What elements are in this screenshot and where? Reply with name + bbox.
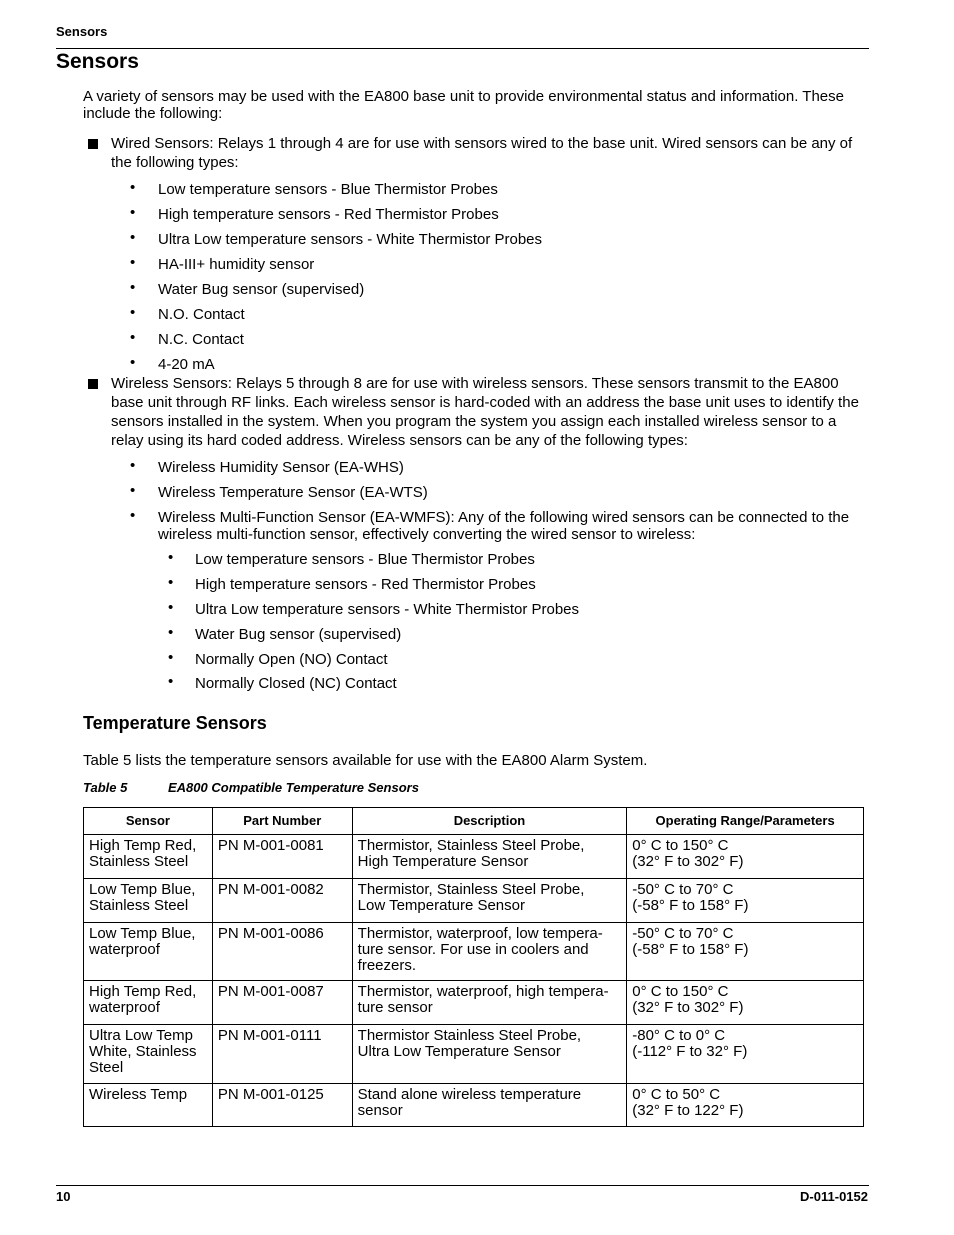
table-row [84,879,864,923]
list-item: • Normally Open (NO) Contact [168,649,388,668]
sensor-cell: High Temp Red, waterproof [84,981,213,1025]
description-cell: Thermistor, waterproof, high tempera- ture sensor [352,981,627,1025]
running-header: Sensors [56,24,108,39]
list-item: • Wireless Temperature Sensor (EA-WTS) [130,482,428,501]
sensor-cell: Ultra Low Temp White, Stainless Steel [84,1025,213,1084]
description-cell: Thermistor, Stainless Steel Probe, Low Temperature Sensor [352,879,627,923]
range-cell: 0° C to 150° C (32° F to 302° F) [627,981,864,1025]
table-row [84,981,864,1025]
list-item: • Ultra Low temperature sensors - White Thermistor Probes [168,599,580,618]
bullet-icon: • [130,457,136,474]
page-title: Sensors [56,50,139,73]
description-cell: Stand alone wireless temperature sensor [352,1084,627,1127]
table-caption-label: Table 5 [83,780,128,795]
footer-rule [56,1185,869,1186]
page-number: 10 [56,1189,71,1204]
list-item: • Water Bug sensor (supervised) [168,624,402,643]
bullet-icon: • [168,673,174,690]
part-number-cell: PN M-001-0082 [212,879,352,923]
sensor-cell: Wireless Temp [84,1084,213,1127]
table-row [84,835,864,879]
list-item: • Normally Closed (NC) Contact [168,673,397,692]
table-caption-title: EA800 Compatible Temperature Sensors [168,780,419,795]
list-item: • Wireless Multi-Function Sensor (EA-WMFS): Any of the following wired sensors can be connected to the wireless multi-function sensor, effectively converting the wired sensor to wireless: [130,507,850,543]
document-number: D-011-0152 [800,1189,868,1204]
list-item: • N.C. Contact [130,329,244,348]
description-cell: Thermistor Stainless Steel Probe, Ultra Low Temperature Sensor [352,1025,627,1084]
sensor-cell: High Temp Red, Stainless Steel [84,835,213,879]
column-header: Operating Range/Parameters [627,808,864,835]
part-number-cell: PN M-001-0081 [212,835,352,879]
list-item: • Low temperature sensors - Blue Thermistor Probes [168,549,535,568]
bullet-icon: • [168,549,174,566]
list-item: • High temperature sensors - Red Thermistor Probes [168,574,536,593]
bullet-icon: • [130,229,136,246]
wired-sensors-text: Wired Sensors: Relays 1 through 4 are for use with sensors wired to the base unit. Wired sensors can be any of the following types: [111,135,853,171]
bullet-icon: • [130,204,136,221]
bullet-icon: • [130,507,136,524]
list-item: • Wireless Humidity Sensor (EA-WHS) [130,457,404,476]
description-cell: Thermistor, Stainless Steel Probe, High Temperature Sensor [352,835,627,879]
table-row [84,923,864,981]
column-header: Part Number [212,808,352,835]
column-header: Sensor [84,808,213,835]
temperature-sensors-table [83,807,864,1127]
part-number-cell: PN M-001-0087 [212,981,352,1025]
description-cell: Thermistor, waterproof, low tempera- ture sensor. For use in coolers and freezers. [352,923,627,981]
list-item: • 4-20 mA [130,354,215,373]
section-heading: Temperature Sensors [83,713,267,733]
list-item: • Low temperature sensors - Blue Thermistor Probes [130,179,498,198]
wireless-sensors-item [83,374,869,450]
range-cell: 0° C to 50° C (32° F to 122° F) [627,1084,864,1127]
square-bullet-icon [88,379,98,389]
bullet-icon: • [130,254,136,271]
bullet-icon: • [130,304,136,321]
sensor-cell: Low Temp Blue, waterproof [84,923,213,981]
bullet-icon: • [168,574,174,591]
list-item: • High temperature sensors - Red Thermistor Probes [130,204,499,223]
table-row [84,1025,864,1084]
bullet-icon: • [168,624,174,641]
range-cell: -80° C to 0° C (-112° F to 32° F) [627,1025,864,1084]
bullet-icon: • [130,179,136,196]
table-row [84,1084,864,1127]
temperature-intro: Table 5 lists the temperature sensors available for use with the EA800 Alarm System. [83,752,648,769]
range-cell: -50° C to 70° C (-58° F to 158° F) [627,923,864,981]
part-number-cell: PN M-001-0111 [212,1025,352,1084]
list-item: • HA-III+ humidity sensor [130,254,315,273]
header-rule [56,48,869,49]
list-item: • N.O. Contact [130,304,245,323]
table-header-row [84,808,864,835]
list-item: • Water Bug sensor (supervised) [130,279,365,298]
sensor-cell: Low Temp Blue, Stainless Steel [84,879,213,923]
bullet-icon: • [168,599,174,616]
wired-sensors-item [83,134,869,172]
column-header: Description [352,808,627,835]
intro-paragraph: A variety of sensors may be used with the EA800 base unit to provide environmental status and information. These include the following: [83,88,844,122]
bullet-icon: • [130,482,136,499]
part-number-cell: PN M-001-0125 [212,1084,352,1127]
part-number-cell: PN M-001-0086 [212,923,352,981]
bullet-icon: • [168,649,174,666]
table-caption [83,780,419,795]
range-cell: -50° C to 70° C (-58° F to 158° F) [627,879,864,923]
list-item: • Ultra Low temperature sensors - White Thermistor Probes [130,229,543,248]
bullet-icon: • [130,279,136,296]
square-bullet-icon [88,139,98,149]
range-cell: 0° C to 150° C (32° F to 302° F) [627,835,864,879]
bullet-icon: • [130,329,136,346]
bullet-icon: • [130,354,136,371]
wireless-sensors-text: Wireless Sensors: Relays 5 through 8 are for use with wireless sensors. These sensors transmit to the EA800 base unit through RF links. Each wireless sensor is hard-coded with an address the base unit uses to identify the sensors installed in the system. When you program the system you assign each installed wireless sensor to a relay using its hard coded address. Wireless sensors can be any of the following types: [111,375,859,449]
